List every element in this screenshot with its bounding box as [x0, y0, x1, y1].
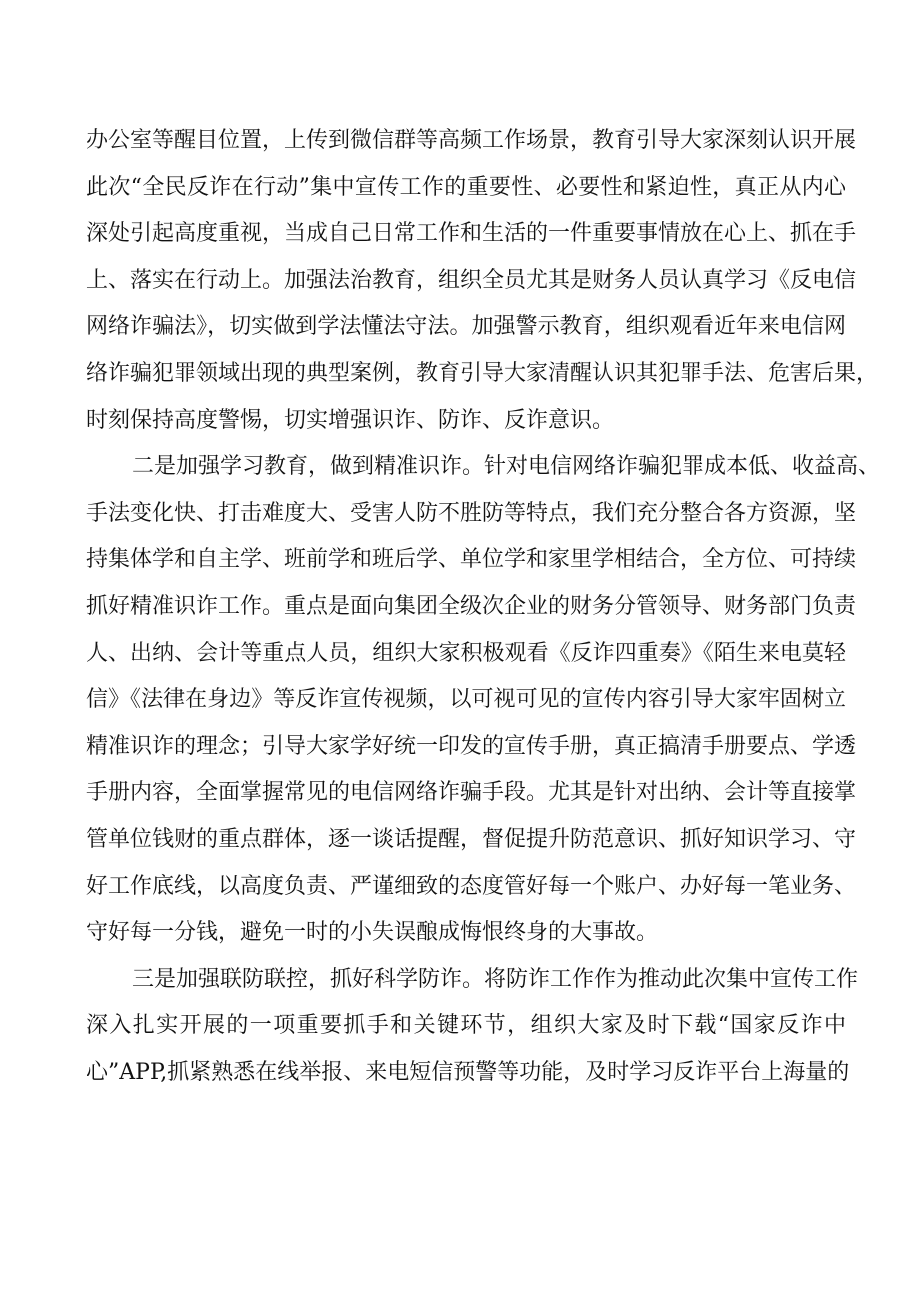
text-line: 好工作底线，以高度负责、严谨细致的态度管好每一个账户、办好每一笔业务、 — [86, 873, 857, 899]
text-line: 守好每一分钱，避免一时的小失误酿成悔恨终身的大事故。 — [86, 920, 659, 946]
text-line: 心”APP,抓紧熟悉在线举报、来电短信预警等功能，及时学习反诈平台上海量的 — [86, 1059, 850, 1085]
text-line: 此次“全民反诈在行动”集中宣传工作的重要性、必要性和紧迫性，真正从内心 — [86, 174, 846, 200]
paragraph-1 — [86, 118, 879, 444]
paragraph-2 — [86, 444, 881, 957]
text-line: 三是加强联防联控，抓好科学防诈。将防诈工作作为推动此次集中宣传工作 — [132, 966, 859, 992]
document-body — [86, 118, 881, 1096]
text-line: 信》《法律在身边》等反诈宣传视频，以可视可见的宣传内容引导大家牢固树立 — [86, 687, 846, 713]
text-line: 深处引起高度重视，当成自己日常工作和生活的一件重要事情放在心上、抓在手 — [86, 221, 857, 247]
text-line: 精准识诈的理念；引导大家学好统一印发的宣传手册，真正搞清手册要点、学透 — [86, 733, 857, 759]
paragraph-3 — [86, 957, 859, 1097]
text-line: 二是加强学习教育，做到精准识诈。针对电信网络诈骗犯罪成本低、收益高、 — [132, 454, 881, 480]
text-line: 网络诈骗法》，切实做到学法懂法守法。加强警示教育，组织观看近年来电信网 — [86, 314, 846, 340]
text-line: 人、出纳、会计等重点人员，组织大家积极观看《反诈四重奏》《陌生来电莫轻 — [86, 640, 846, 666]
text-line: 手法变化快、打击难度大、受害人防不胜防等特点，我们充分整合各方资源，坚 — [86, 500, 857, 526]
text-line: 抓好精准识诈工作。重点是面向集团全级次企业的财务分管领导、财务部门负责 — [86, 593, 857, 619]
text-line: 管单位钱财的重点群体，逐一谈话提醒，督促提升防范意识、抓好知识学习、守 — [86, 826, 857, 852]
text-line: 办公室等醒目位置，上传到微信群等高频工作场景，教育引导大家深刻认识开展 — [86, 128, 857, 153]
text-line: 时刻保持高度警惕，切实增强识诈、防诈、反诈意识。 — [86, 407, 615, 433]
text-line: 持集体学和自主学、班前学和班后学、单位学和家里学相结合，全方位、可持续 — [86, 547, 857, 573]
text-line: 上、落实在行动上。加强法治教育，组织全员尤其是财务人员认真学习《反电信 — [86, 267, 857, 293]
text-line: 深入扎实开展的一项重要抓手和关键环节，组织大家及时下载“国家反诈中 — [86, 1013, 846, 1039]
text-line: 手册内容，全面掌握常见的电信网络诈骗手段。尤其是针对出纳、会计等直接掌 — [86, 780, 857, 806]
text-line: 络诈骗犯罪领域出现的典型案例，教育引导大家清醒认识其犯罪手法、危害后果， — [86, 360, 879, 386]
